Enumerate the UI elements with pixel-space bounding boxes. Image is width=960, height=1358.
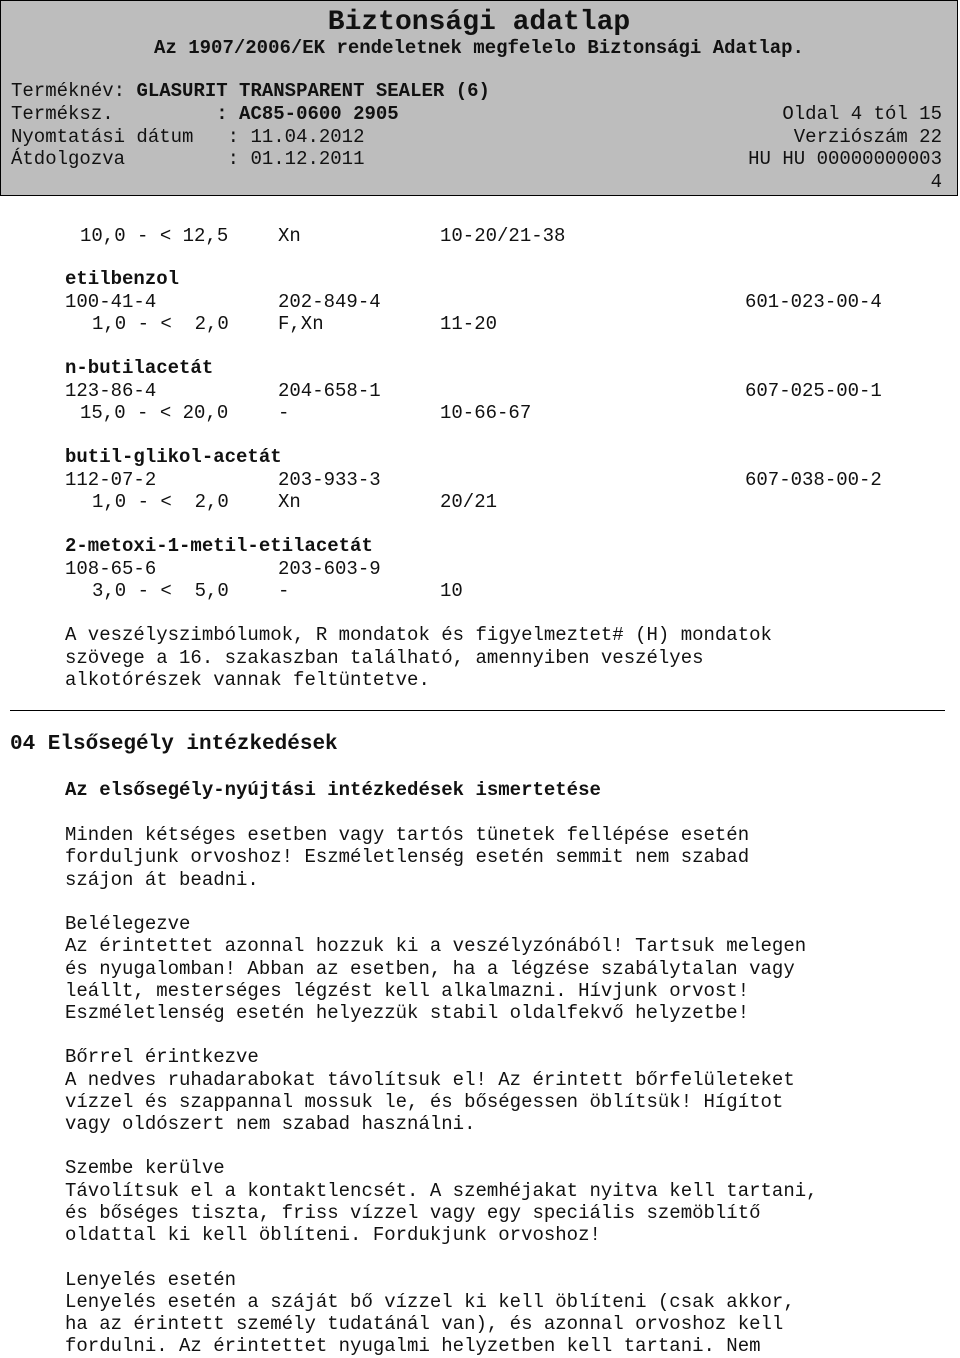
- general-advice-line: szájon át beadni.: [65, 869, 259, 891]
- page-info: Oldal 4 tól 15: [782, 103, 942, 125]
- hazard-symbols: Xn: [278, 225, 301, 247]
- inhalation-line: Az érintettet azonnal hozzuk ki a veszélyzónából! Tartsuk melegen: [65, 935, 807, 957]
- concentration: 3,0 - < 5,0: [92, 580, 229, 602]
- concentration: 10,0 - < 12,5: [80, 225, 229, 247]
- index-number: 607-025-00-1: [745, 380, 882, 402]
- print-date-line: [11, 126, 364, 148]
- index-number: 601-023-00-4: [745, 291, 882, 313]
- document-header: [0, 0, 958, 196]
- skin-contact-line: vízzel és szappannal mossuk le, és bőségessen öblítsük! Hígítot: [65, 1091, 784, 1113]
- r-phrases: 10-66-67: [440, 402, 532, 424]
- skin-contact-line: vagy oldószert nem szabad használni.: [65, 1113, 476, 1135]
- ec-number: 204-658-1: [278, 380, 381, 402]
- product-name: GLASURIT TRANSPARENT SEALER (6): [136, 80, 490, 102]
- product-number-line: [11, 103, 399, 125]
- concentration: 1,0 - < 2,0: [92, 313, 229, 335]
- section-subtitle: Az elsősegély-nyújtási intézkedések ismertetése: [65, 779, 601, 801]
- r-phrases: 10: [440, 580, 463, 602]
- product-name-label: Terméknév:: [11, 80, 126, 102]
- r-phrases: 20/21: [440, 491, 498, 513]
- component-name: butil-glikol-acetát: [65, 446, 282, 468]
- version-number: Verziószám 22: [793, 126, 942, 148]
- general-advice-line: forduljunk orvoshoz! Eszméletlenség esetén semmit nem szabad: [65, 846, 750, 868]
- component-name: etilbenzol: [65, 268, 180, 290]
- inhalation-line: leállt, mesterséges légzést kell alkalmazni. Hívjunk orvost!: [65, 980, 750, 1002]
- document-title: Biztonsági adatlap: [327, 7, 631, 38]
- component-name: n-butilacetát: [65, 357, 214, 379]
- inhalation-line: Eszméletlenség esetén helyezzük stabil oldalfekvő helyzetbe!: [65, 1002, 750, 1024]
- revised-line: [11, 148, 364, 170]
- inhalation-heading: Belélegezve: [65, 913, 191, 935]
- section-title: 04 Elsősegély intézkedések: [10, 733, 338, 756]
- hazard-symbols: Xn: [278, 491, 301, 513]
- index-number: 607-038-00-2: [745, 469, 882, 491]
- cas-number: 100-41-4: [65, 291, 157, 313]
- eye-contact-line: és bőséges tiszta, friss vízzel vagy egy speciális szemöblítő: [65, 1202, 761, 1224]
- revised-date: : 01.12.2011: [227, 148, 365, 170]
- component-name: 2-metoxi-1-metil-etilacetát: [65, 535, 373, 557]
- cas-number: 108-65-6: [65, 558, 157, 580]
- r-phrases: 11-20: [440, 313, 498, 335]
- product-number: : AC85-0600 2905: [216, 103, 399, 125]
- document-subtitle: Az 1907/2006/EK rendeletnek megfelelo Biztonsági Adatlap.: [154, 37, 804, 59]
- ingestion-line: fordulni. Az érintettet nyugalmi helyzetben kell tartani. Nem: [65, 1335, 761, 1357]
- concentration: 15,0 - < 20,0: [80, 402, 229, 424]
- section-divider: [10, 710, 945, 711]
- eye-contact-heading: Szembe kerülve: [65, 1157, 225, 1179]
- cas-number: 123-86-4: [65, 380, 157, 402]
- hazard-symbols: -: [278, 402, 290, 424]
- product-name-line: [11, 80, 490, 102]
- note-line: alkotórészek vannak feltüntetve.: [65, 669, 430, 691]
- inhalation-line: és nyugalomban! Abban az esetben, ha a légzése szabálytalan vagy: [65, 958, 795, 980]
- revised-label: Átdolgozva: [11, 148, 126, 170]
- locale-code: HU HU 00000000003: [748, 148, 942, 170]
- print-date-label: Nyomtatási dátum: [11, 126, 194, 148]
- ingestion-line: ha az érintett személy tudatánál van), és azonnal orvoshoz kell: [65, 1313, 784, 1335]
- eye-contact-line: oldattal ki kell öblíteni. Fordukjunk orvoshoz!: [65, 1224, 601, 1246]
- r-phrases: 10-20/21-38: [440, 225, 566, 247]
- note-line: szövege a 16. szakaszban található, amennyiben veszélyes: [65, 647, 704, 669]
- skin-contact-line: A nedves ruhadarabokat távolítsuk el! Az érintett bőrfelületeket: [65, 1069, 795, 1091]
- hazard-symbols: F,Xn: [278, 313, 324, 335]
- hazard-symbols: -: [278, 580, 290, 602]
- ec-number: 203-603-9: [278, 558, 381, 580]
- product-number-label: Termék​sz.: [11, 103, 114, 125]
- note-line: A veszélyszimbólumok, R mondatok és figyelmeztet# (H) mondatok: [65, 624, 772, 646]
- page-number: 4: [930, 171, 942, 193]
- ec-number: 203-933-3: [278, 469, 381, 491]
- general-advice-line: Minden kétséges esetben vagy tartós tünetek fellépése esetén: [65, 824, 750, 846]
- ingestion-heading: Lenyelés esetén: [65, 1269, 237, 1291]
- concentration: 1,0 - < 2,0: [92, 491, 229, 513]
- print-date: : 11.04.2012: [227, 126, 365, 148]
- eye-contact-line: Távolítsuk el a kontaktlencsét. A szemhéjakat nyitva kell tartani,: [65, 1180, 818, 1202]
- ec-number: 202-849-4: [278, 291, 381, 313]
- skin-contact-heading: Bőrrel érintkezve: [65, 1046, 259, 1068]
- cas-number: 112-07-2: [65, 469, 157, 491]
- ingestion-line: Lenyelés esetén a száját bő vízzel ki kell öblíteni (csak akkor,: [65, 1291, 795, 1313]
